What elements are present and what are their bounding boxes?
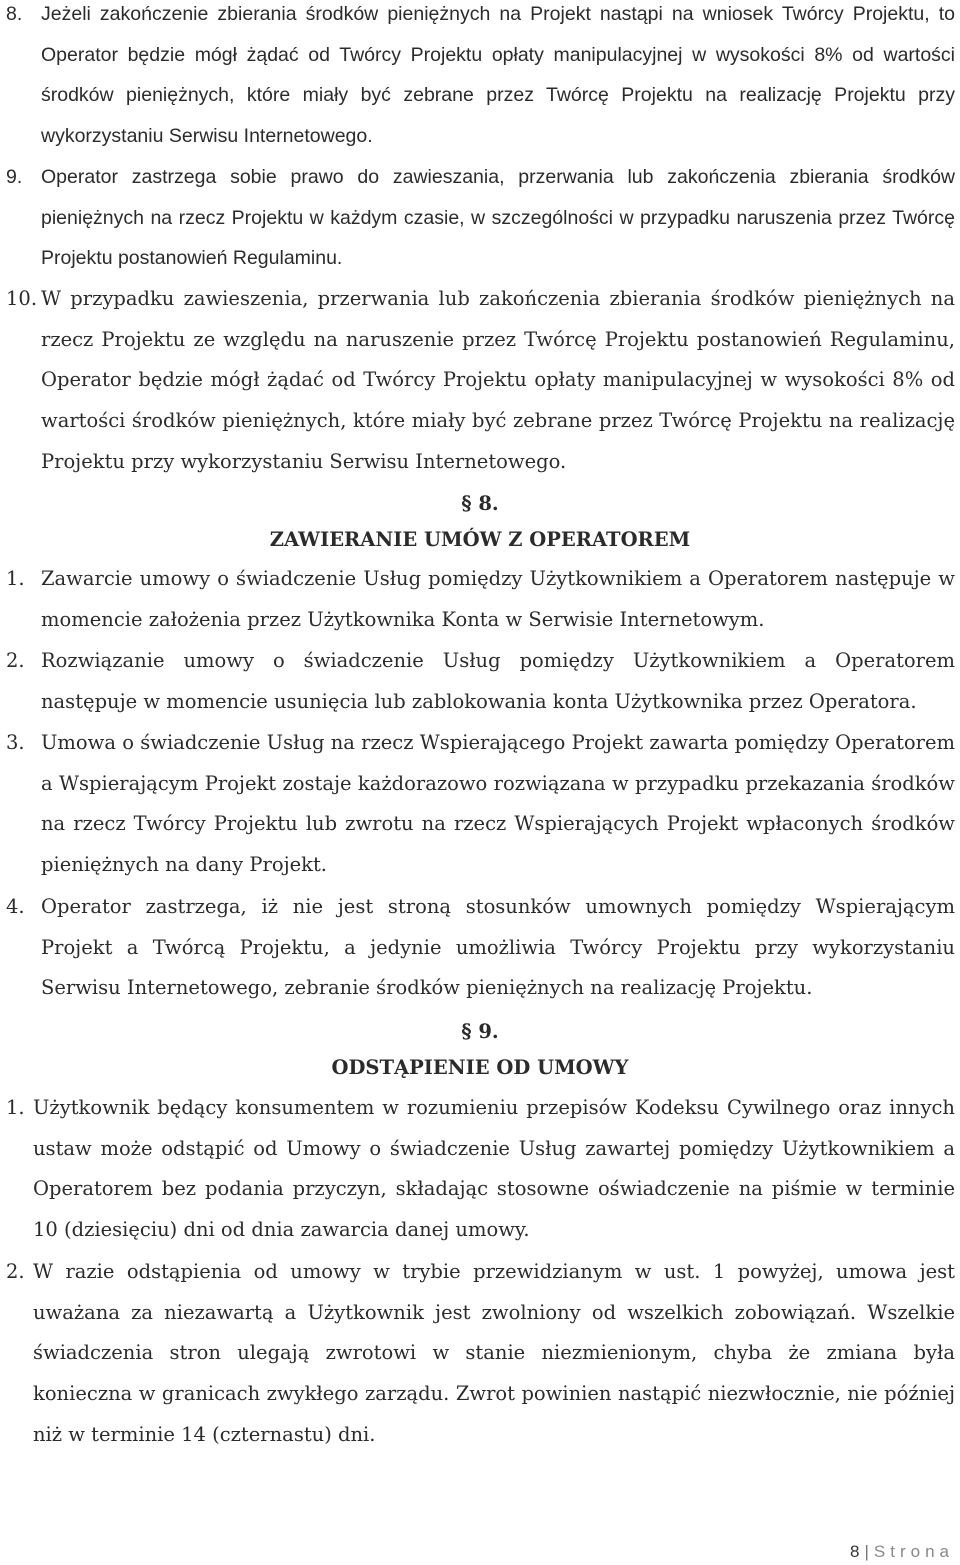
page-label: Strona: [873, 1542, 954, 1561]
paragraph-8-1: [0, 559, 955, 640]
paragraph-text: W razie odstąpienia od umowy w trybie przewidzianym w ust. 1 powyżej, umowa jest uważana za niezawartą a Użytkownik jest zwolniony od wszelkich zobowiązań. Wszelkie świadczenia stron ulegają zwrotowi w stanie niezmienionym, chyba że zmiana była konieczna w granicach zwykłego zarządu. Zwrot powinien nastąpić niezwłocznie, nie później niż w terminie 14 (czternastu) dni.: [33, 1260, 955, 1446]
page-footer: [850, 1542, 954, 1562]
paragraph-7-10: [0, 279, 955, 483]
paragraph-number: 2.: [6, 1260, 25, 1283]
paragraph-text: Umowa o świadczenie Usług na rzecz Wspierającego Projekt zawarta pomiędzy Operatorem a Wspierającym Projekt zostaje każdorazowo rozwiązana w przypadku przekazania środków na rzecz Twórcy Projektu lub zwrotu na rzecz Wspierających Projekt wpłaconych środków pieniężnych na dany Projekt.: [41, 731, 955, 877]
paragraph-number: 10.: [6, 287, 38, 310]
section-9-title: ODSTĄPIENIE OD UMOWY: [331, 1056, 629, 1079]
page-number: 8: [850, 1542, 860, 1561]
section-8-number: § 8.: [461, 492, 499, 515]
paragraph-number: 9.: [6, 166, 23, 188]
paragraph-text: Jeżeli zakończenie zbierania środków pieniężnych na Projekt nastąpi na wniosek Twórcy Projektu, to Operator będzie mógł żądać od Twórcy Projektu opłaty manipulacyjnej w wysokości 8% od wartości środków pieniężnych, które miały być zebrane przez Twórcę Projektu na realizację Projektu przy wykorzystaniu Serwisu Internetowego.: [41, 3, 955, 148]
paragraph-9-2: [0, 1252, 955, 1456]
paragraph-text: Operator zastrzega sobie prawo do zawieszania, przerwania lub zakończenia zbierania środków pieniężnych na rzecz Projektu w każdym czasie, w szczególności w przypadku naruszenia przez Twórcę Projektu postanowień Regulaminu.: [41, 166, 955, 270]
paragraph-8-3: [0, 723, 955, 886]
paragraph-text: Zawarcie umowy o świadczenie Usług pomiędzy Użytkownikiem a Operatorem następuje w momencie założenia przez Użytkownika Konta w Serwisie Internetowym.: [41, 567, 955, 631]
section-8-title: ZAWIERANIE UMÓW Z OPERATOREM: [269, 528, 691, 551]
paragraph-8-2: [0, 641, 955, 722]
paragraph-text: Operator zastrzega, iż nie jest stroną stosunków umownych pomiędzy Wspierającym Projekt a Twórcą Projektu, a jedynie umożliwia Twórcy Projektu przy wykorzystaniu Serwisu Internetowego, zebranie środków pieniężnych na realizację Projektu.: [41, 895, 955, 1000]
paragraph-7-8: [0, 0, 955, 157]
paragraph-number: 3.: [6, 731, 25, 754]
paragraph-number: 4.: [6, 895, 25, 918]
paragraph-text: Rozwiązanie umowy o świadczenie Usług pomiędzy Użytkownikiem a Operatorem następuje w momencie usunięcia lub zablokowania konta Użytkownika przez Operatora.: [41, 649, 955, 713]
paragraph-8-4: [0, 887, 955, 1009]
paragraph-7-9: [0, 157, 955, 279]
footer-separator: |: [864, 1542, 869, 1561]
paragraph-number: 2.: [6, 649, 25, 672]
paragraph-number: 8.: [6, 3, 23, 25]
paragraph-text: Użytkownik będący konsumentem w rozumieniu przepisów Kodeksu Cywilnego oraz innych ustaw może odstąpić od Umowy o świadczenie Usług zawartej pomiędzy Użytkownikiem a Operatorem bez podania przyczyn, składając stosowne oświadczenie na piśmie w terminie 10 (dziesięciu) dni od dnia zawarcia danej umowy.: [33, 1096, 955, 1242]
paragraph-number: 1.: [6, 567, 25, 590]
paragraph-text: W przypadku zawieszenia, przerwania lub zakończenia zbierania środków pieniężnych na rzecz Projektu ze względu na naruszenie przez Twórcę Projektu postanowień Regulaminu, Operator będzie mógł żądać od Twórcy Projektu opłaty manipulacyjnej w wysokości 8% od wartości środków pieniężnych, które miały być zebrane przez Twórcę Projektu na realizację Projektu przy wykorzystaniu Serwisu Internetowego.: [41, 287, 955, 473]
paragraph-9-1: [0, 1088, 955, 1251]
paragraph-number: 1.: [6, 1096, 25, 1119]
section-9-number: § 9.: [461, 1020, 499, 1043]
